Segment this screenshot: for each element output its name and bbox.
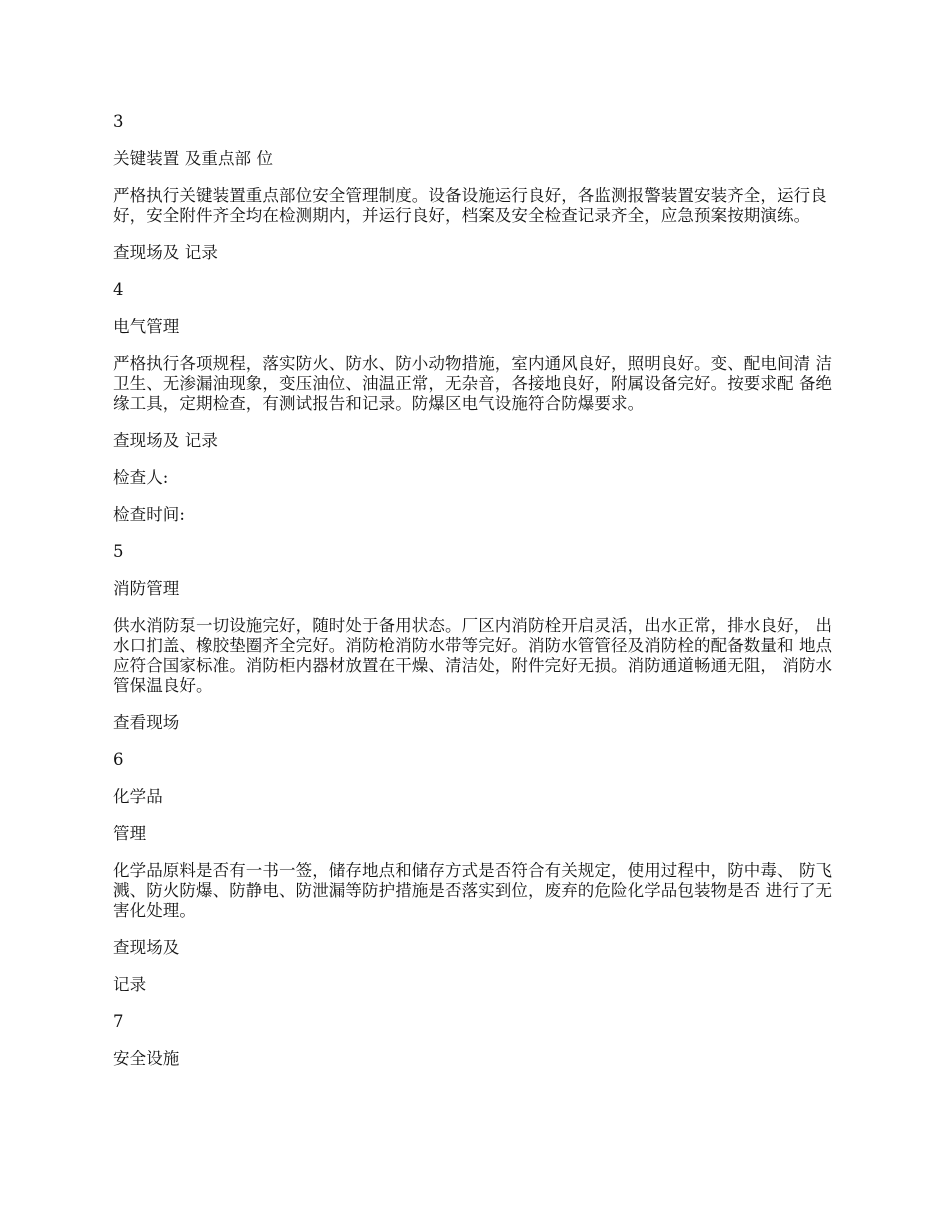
inspector-label: 检查人: — [113, 468, 169, 487]
item-requirement-key-devices: 严格执行关键装置重点部位安全管理制度。设备设施运行良好，各监测报警装置安装齐全，运行良好，安全附件齐全均在检测期内，并运行良好，档案及安全检查记录齐全，应急预案按期演练。 — [113, 186, 827, 225]
item-number-5: 5 — [113, 542, 124, 561]
item-requirement-chemicals: 化学品原料是否有一书一签，储存地点和储存方式是否符合有关规定，使用过程中，防中毒、 防飞溅、防火防爆、防静电、防泄漏等防护措施是否落实到位，废弃的危险化学品包装物是否 进行了无害化处理。 — [113, 861, 833, 920]
inspection-time-label: 检查时间: — [113, 505, 186, 524]
document-body — [113, 112, 843, 1086]
item-title-electrical: 电气管理 — [113, 317, 180, 336]
item-number-4: 4 — [113, 280, 124, 299]
item-number-3: 3 — [113, 112, 124, 131]
item-title-fire: 消防管理 — [113, 579, 180, 598]
item-title-key-devices: 关键装置 及重点部 位 — [113, 149, 274, 168]
item-method-key-devices: 查现场及 记录 — [113, 243, 218, 262]
item-method-fire: 查看现场 — [113, 713, 180, 732]
item-number-6: 6 — [113, 750, 124, 769]
item-title-chemicals-cont: 管理 — [113, 824, 147, 843]
item-title-safety-facilities: 安全设施 — [113, 1049, 180, 1068]
item-title-chemicals: 化学品 — [113, 787, 163, 806]
item-method-chemicals-cont: 记录 — [113, 975, 147, 994]
item-number-7: 7 — [113, 1012, 124, 1031]
item-method-electrical: 查现场及 记录 — [113, 431, 218, 450]
item-method-chemicals: 查现场及 — [113, 938, 180, 957]
item-requirement-electrical: 严格执行各项规程，落实防火、防水、防小动物措施，室内通风良好，照明良好。变、配电间清 洁卫生、无渗漏油现象，变压油位、油温正常，无杂音，各接地良好，附属设备完好。按要求配 备绝缘工具，定期检查，有测试报告和记录。防爆区电气设施符合防爆要求。 — [113, 354, 833, 413]
item-requirement-fire: 供水消防泵一切设施完好，随时处于备用状态。厂区内消防栓开启灵活，出水正常，排水良好， 出水口扪盖、橡胶垫圈齐全完好。消防枪消防水带等完好。消防水管管径及消防栓的配备数量和 地点应符合国家标准。消防柜内器材放置在干燥、清洁处，附件完好无损。消防通道畅通无阻， 消防水管保温良好。 — [113, 616, 833, 695]
